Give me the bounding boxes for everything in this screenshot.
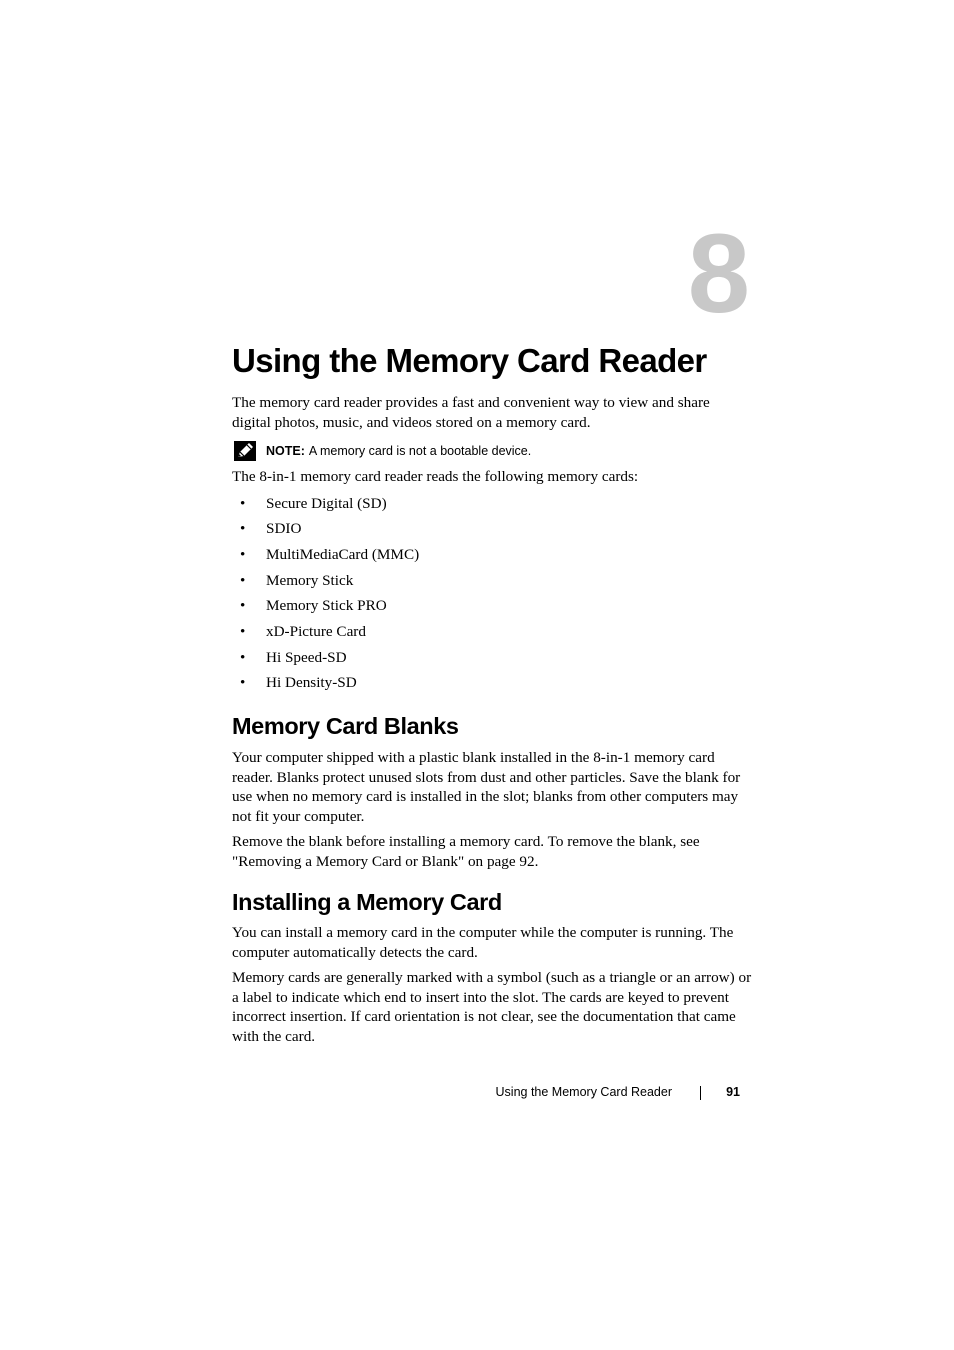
page-number: 91 xyxy=(726,1085,740,1099)
list-item xyxy=(232,619,752,645)
bullet: • xyxy=(240,520,246,538)
list-item-text: Memory Stick xyxy=(266,571,354,589)
chapter-number: 8 xyxy=(687,211,748,336)
list-item xyxy=(232,670,752,696)
list-item xyxy=(232,593,752,619)
list-item xyxy=(232,568,752,594)
section-heading-blanks: Memory Card Blanks xyxy=(232,713,459,739)
list-item xyxy=(232,645,752,671)
page-content xyxy=(232,338,752,1046)
blanks-paragraph-1: Your computer shipped with a plastic blank installed in the 8-in-1 memory card reader. Blanks protect unused slots from dust and other particles. Save the blank for use when no memory card is installed in the slot; blanks from other computers may not fit your computer. xyxy=(232,749,741,825)
list-item xyxy=(232,542,752,568)
installing-paragraph-2: Memory cards are generally marked with a symbol (such as a triangle or an arrow) or a label to indicate which end to insert into the slot. The cards are keyed to prevent incorrect insertion. If card orientation is not clear, see the documentation that came with the card. xyxy=(232,969,752,1045)
bullet: • xyxy=(240,494,246,512)
installing-paragraph-1: You can install a memory card in the computer while the computer is running. The computer automatically detects the card. xyxy=(232,924,734,961)
pencil-note-icon xyxy=(234,441,256,461)
list-item-text: MultiMediaCard (MMC) xyxy=(266,545,420,563)
list-intro: The 8-in-1 memory card reader reads the following memory cards: xyxy=(232,468,639,485)
bullet: • xyxy=(240,622,246,640)
list-item-text: xD-Picture Card xyxy=(266,622,366,640)
list-item xyxy=(232,516,752,542)
list-item-text: Memory Stick PRO xyxy=(266,597,387,615)
list-item-text: Hi Speed-SD xyxy=(266,648,347,666)
section-heading-installing: Installing a Memory Card xyxy=(232,889,502,915)
note-body: A memory card is not a bootable device. xyxy=(308,444,532,458)
bullet: • xyxy=(240,571,246,589)
list-item-text: SDIO xyxy=(266,520,302,538)
bullet: • xyxy=(240,597,246,615)
chapter-title: Using the Memory Card Reader xyxy=(232,342,707,379)
note-box xyxy=(232,440,752,462)
footer-separator xyxy=(700,1086,701,1100)
note-text xyxy=(266,444,531,458)
page-footer xyxy=(0,1083,954,1103)
card-list xyxy=(232,491,752,697)
bullet: • xyxy=(240,674,246,692)
list-item xyxy=(232,491,752,517)
note-label: NOTE: xyxy=(266,444,305,458)
bullet: • xyxy=(240,545,246,563)
list-item-text: Secure Digital (SD) xyxy=(266,494,387,512)
blanks-paragraph-2: Remove the blank before installing a memory card. To remove the blank, see "Removing a Memory Card or Blank" on page 92. xyxy=(232,833,700,870)
footer-title: Using the Memory Card Reader xyxy=(495,1085,672,1099)
list-item-text: Hi Density-SD xyxy=(266,674,357,692)
bullet: • xyxy=(240,648,246,666)
intro-paragraph: The memory card reader provides a fast and convenient way to view and share digital photos, music, and videos stored on a memory card. xyxy=(232,394,710,431)
